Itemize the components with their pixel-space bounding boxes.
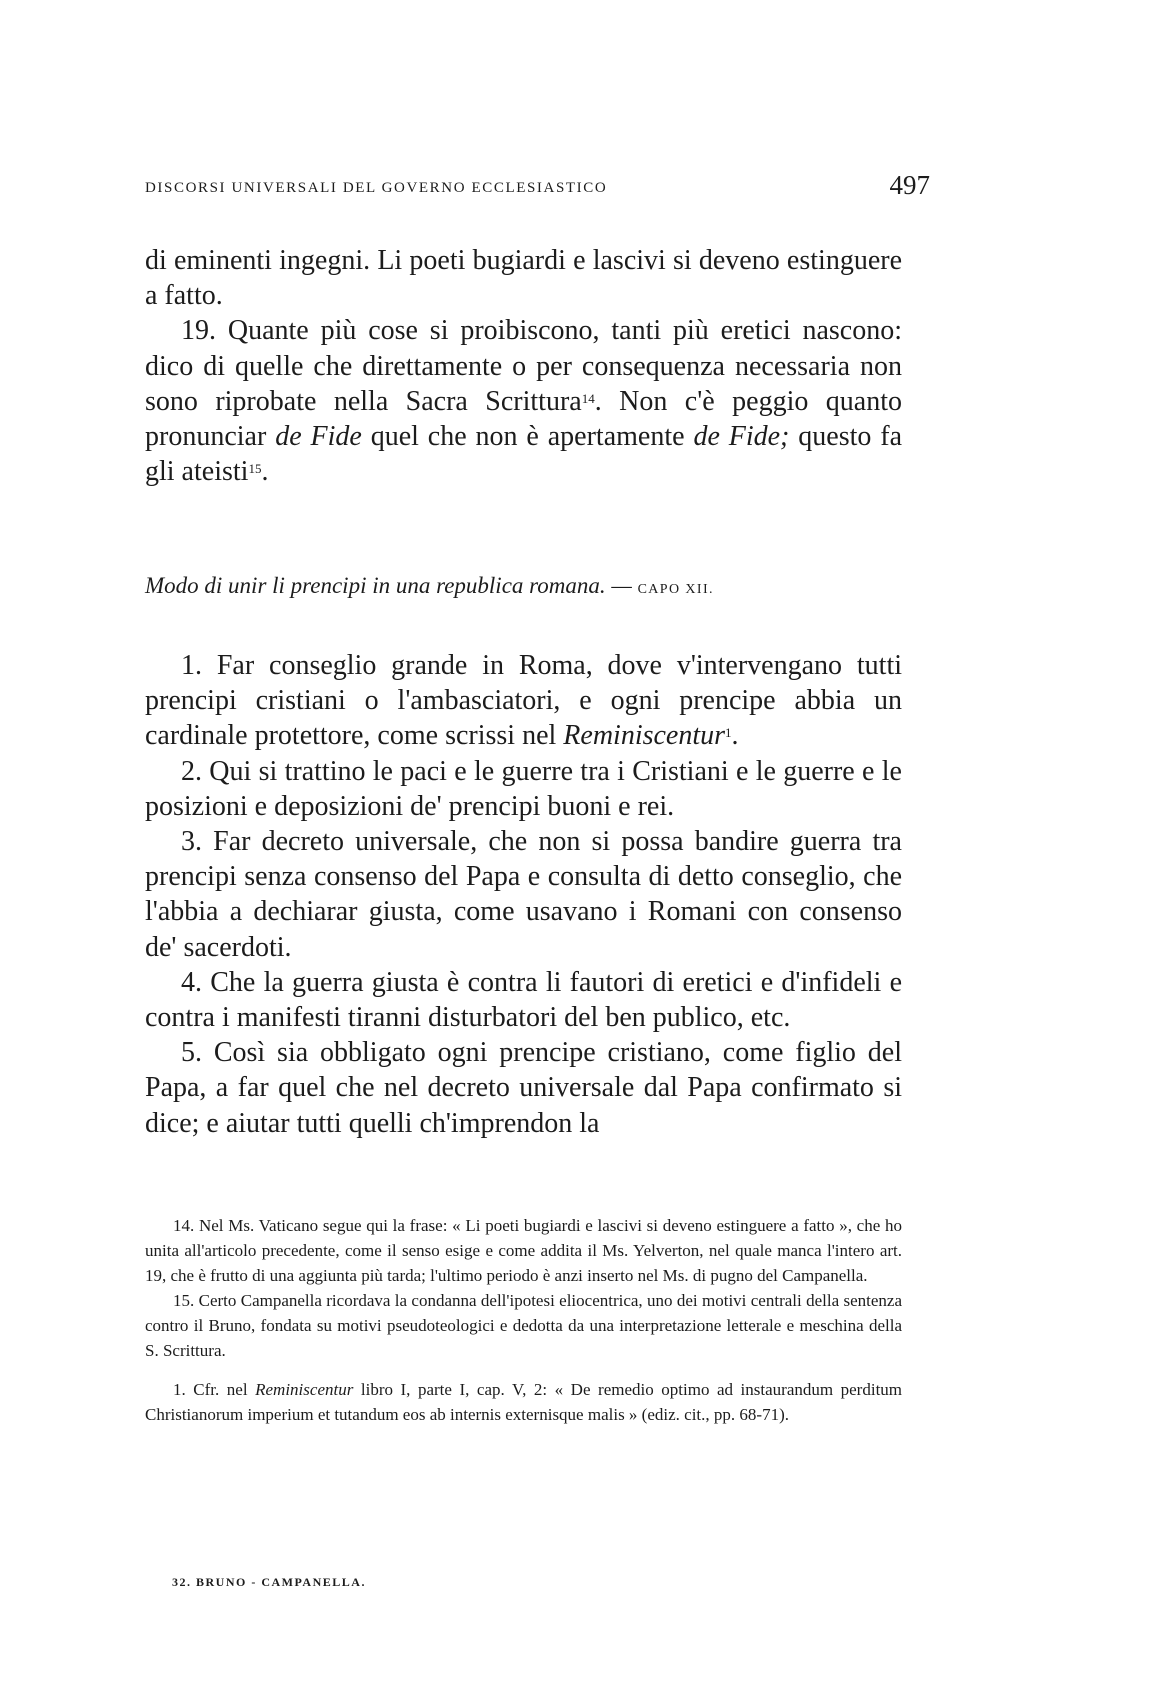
chapter-body (145, 648, 902, 1141)
footnote-1-italic: Reminiscentur (255, 1380, 354, 1399)
footnote-ref-1: 1 (725, 725, 732, 741)
running-head: DISCORSI UNIVERSALI DEL GOVERNO ECCLESIASTICO (145, 180, 608, 196)
footnotes (145, 1213, 902, 1427)
paragraph-19 (145, 313, 902, 489)
chapter-paragraph-3: 3. Far decreto universale, che non si possa bandire guerra tra prencipi senza consenso del Papa e consulta di detto conseglio, che l'abbia a dechiarar giusta, come usavano i Romani con consenso de' sacerdoti. (145, 826, 902, 963)
italic-reminiscentur: Reminiscentur (563, 720, 726, 752)
paragraph-19-text-4: questo fa gli ateisti (145, 421, 903, 488)
chapter-heading (145, 573, 902, 599)
footnote-1 (145, 1377, 902, 1427)
paragraph-19-text-3: quel che non è apertamente (370, 421, 685, 453)
page-number: 497 (889, 170, 930, 200)
italic-de-fide-1: de Fide (275, 421, 362, 453)
paragraph-19-text-1: 19. Quante più cose si proibiscono, tanti più eretici nascono: dico di quelle che direttamente o per consequenza necessaria non sono riprobate nella Sacra Scrittura (145, 315, 902, 417)
paragraph-19-text-2: . Non c'è peggio quanto pronunciar (145, 385, 902, 453)
continuation-paragraph: di eminenti ingegni. Li poeti bugiardi e lascivi si deveno estinguere a fatto. (145, 245, 902, 312)
chapter-dash: — (611, 573, 632, 598)
footnote-1-text-a: 1. Cfr. nel (173, 1380, 248, 1399)
chapter-paragraph-1-text: 1. Far conseglio grande in Roma, dove v'intervengano tutti prencipi cristiani o l'ambasciatori, e ogni prencipe abbia un cardinale protettore, come scrissi nel (145, 650, 902, 752)
chapter-paragraph-2: 2. Qui si trattino le paci e le guerre tra i Cristiani e le guerre e le posizioni e deposizioni de' prencipi buoni e rei. (145, 755, 902, 822)
main-text (145, 243, 902, 489)
chapter-paragraph-4: 4. Che la guerra giusta è contra li fautori di eretici e d'infideli e contra i manifesti tiranni disturbatori del ben publico, etc. (145, 966, 902, 1034)
chapter-title: Modo di unir li prencipi in una republica romana. (145, 573, 606, 598)
paragraph-19-text-5: . (261, 456, 269, 488)
footnote-1-text-b: libro I, parte I, cap. V, 2: « De remedio optimo ad instaurandum perditum Christianorum imperium et tutandum eos ab internis externisque malis » (ediz. cit., pp. 68-71). (145, 1380, 903, 1424)
footnote-ref-14: 14 (581, 390, 595, 406)
footnote-ref-15: 15 (248, 461, 262, 477)
signature-mark: 32. BRUNO - CAMPANELLA. (172, 1575, 366, 1589)
chapter-paragraph-1 (145, 648, 902, 754)
italic-de-fide-2: de Fide; (693, 421, 790, 453)
chapter-paragraph-1-end: . (731, 720, 739, 752)
chapter-label: CAPO XII. (637, 582, 714, 597)
footnote-14: 14. Nel Ms. Vaticano segue qui la frase: « Li poeti bugiardi e lascivi si deveno estinguere a fatto », che ho unita all'articolo precedente, come il senso esige e come addita il Ms. Yelverton, nel quale manca l'intero art. 19, che è frutto di una aggiunta più tarda; l'ultimo periodo è anzi inserto nel Ms. di pugno del Campanella. (145, 1216, 902, 1285)
footnote-15: 15. Certo Campanella ricordava la condanna dell'ipotesi eliocentrica, uno dei motivi centrali della sentenza contro il Bruno, fondata su motivi pseudoteologici e dedotta da una interpretazione letterale e meschina della S. Scrittura. (145, 1291, 902, 1360)
chapter-paragraph-5: 5. Così sia obbligato ogni prencipe cristiano, come figlio del Papa, a far quel che nel decreto universale dal Papa confirmato si dice; e aiutar tutti quelli ch'imprendon la (145, 1037, 902, 1139)
